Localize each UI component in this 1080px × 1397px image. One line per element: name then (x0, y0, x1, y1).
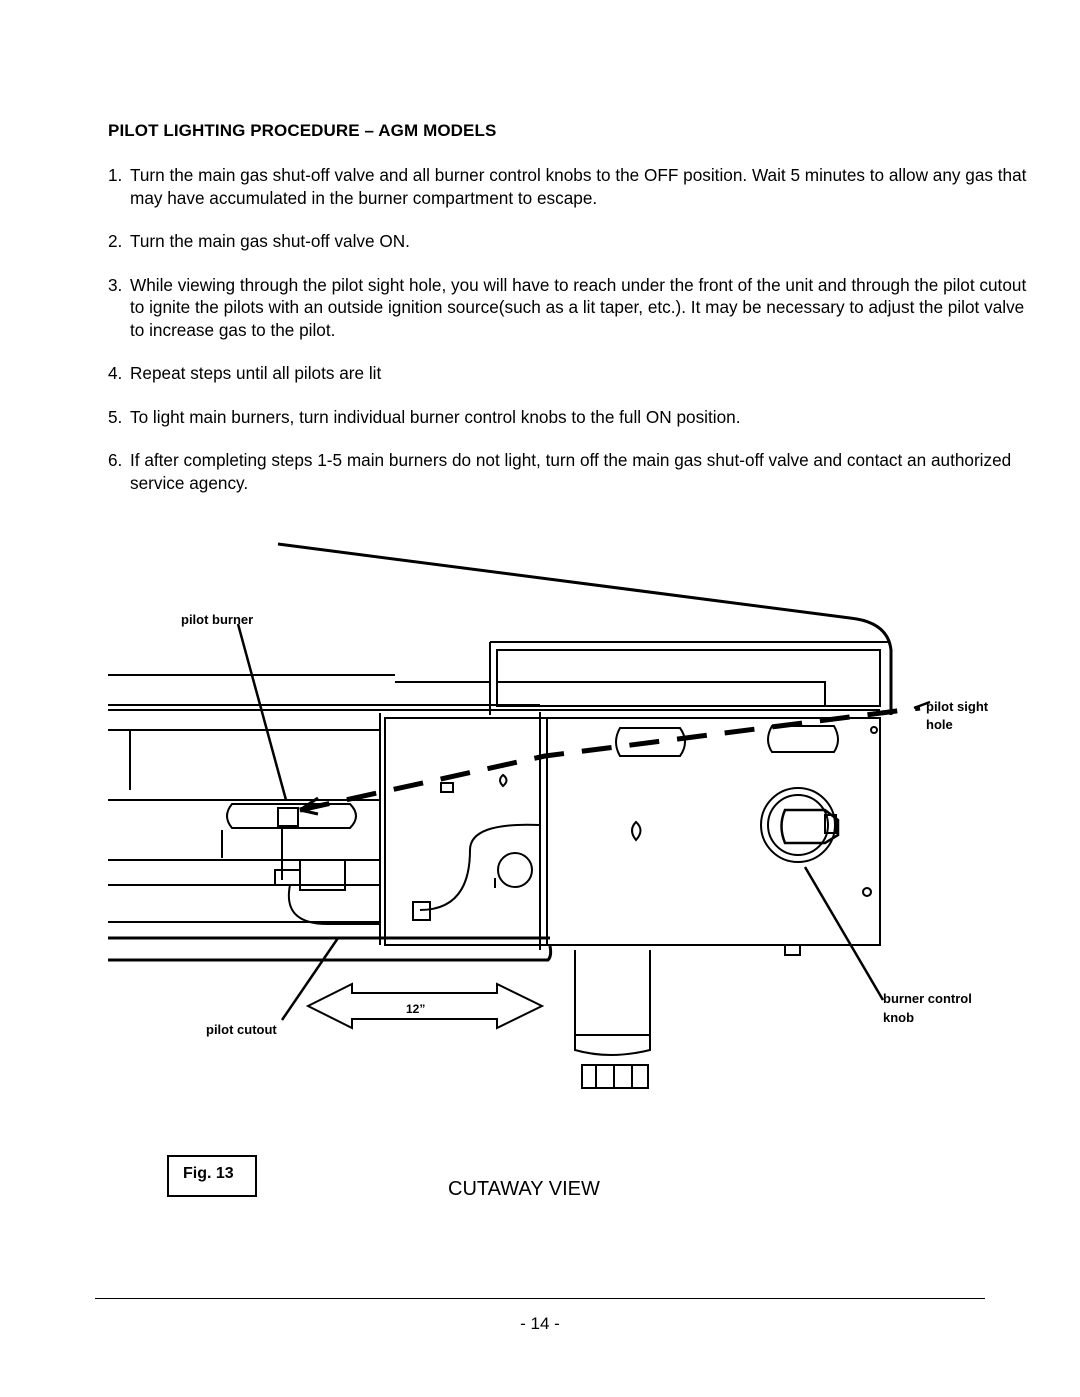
step-item (108, 449, 1028, 494)
callout-pilot-sight-hole: hole (926, 717, 953, 732)
step-number: 3. (108, 274, 123, 295)
footer-divider (95, 1298, 985, 1299)
step-number: 1. (108, 165, 123, 185)
section-heading: PILOT LIGHTING PROCEDURE – AGM MODELS (108, 121, 497, 140)
step-text: Turn the main gas shut-off valve ON. (130, 231, 410, 251)
step-text: If after completing steps 1-5 main burners do not light, turn off the main gas shut-off valve and contact an authorized service agency. (130, 450, 1012, 493)
callout-pilot-sight-hole: pilot sight (926, 699, 989, 714)
step-item (108, 274, 1028, 342)
page-number: - 14 - (520, 1314, 560, 1333)
procedure-steps (108, 164, 1028, 494)
step-number: 4. (108, 363, 123, 383)
callout-burner-control-knob: knob (883, 1010, 915, 1025)
cutaway-illustration (0, 530, 1080, 1130)
callout-pilot-cutout: pilot cutout (206, 1022, 277, 1037)
step-number: 5. (108, 406, 123, 427)
dimension-label: 12” (406, 1002, 426, 1016)
callout-pilot-burner: pilot burner (181, 612, 254, 627)
step-item (108, 362, 1028, 385)
step-item (108, 164, 1028, 209)
step-text: While viewing through the pilot sight hole, you will have to reach under the front of the unit and through the pilot cutout to ignite the pilots with an outside ignition source(such as a lit taper, etc.). It may be necessary to adjust the pilot valve to increase gas to the pilot. (130, 274, 1027, 340)
step-text: Turn the main gas shut-off valve and all burner control knobs to the OFF position. Wait 5 minutes to allow any gas that may have accumulated in the burner compartment to escape. (130, 165, 1027, 208)
step-text: Repeat steps until all pilots are lit (130, 363, 382, 383)
step-number: 6. (108, 450, 123, 470)
figure-caption: CUTAWAY VIEW (448, 1178, 600, 1200)
step-text: To light main burners, turn individual burner control knobs to the full ON position. (130, 406, 741, 427)
step-item (108, 406, 1028, 429)
callout-burner-control-knob: burner control (883, 991, 972, 1006)
figure-label: Fig. 13 (167, 1155, 257, 1197)
step-item (108, 230, 1028, 253)
step-number: 2. (108, 231, 123, 251)
